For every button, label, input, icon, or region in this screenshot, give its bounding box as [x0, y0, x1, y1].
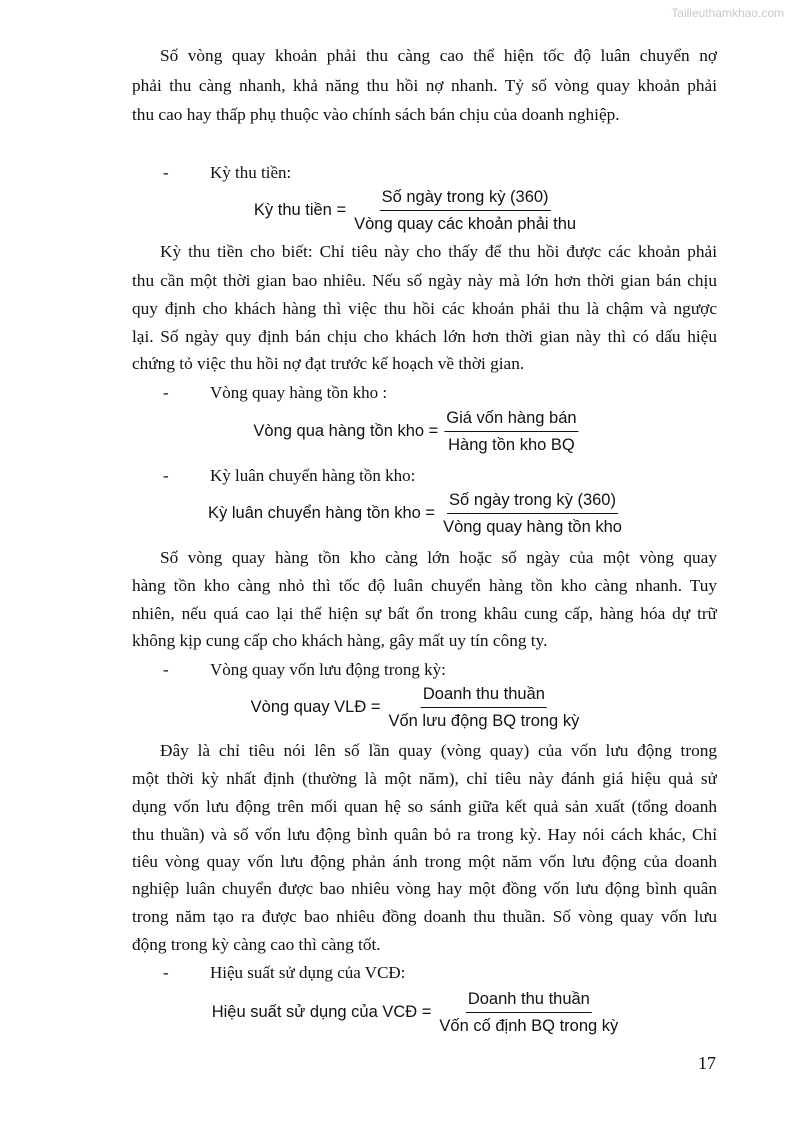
- fraction: [444, 407, 578, 456]
- paragraph-line: nhiên, nếu quá cao lại thể hiện sự bất ổn trong khâu cung cấp, hàng hóa dự trữ: [132, 604, 717, 623]
- formula-label: Vòng quay VLĐ =: [250, 698, 381, 716]
- formula-label: Hiệu suất sử dụng của VCĐ =: [211, 1003, 432, 1021]
- formula-denominator: Vòng quay hàng tồn kho: [443, 518, 622, 536]
- formula: [254, 186, 578, 235]
- paragraph-line: động trong kỳ càng cao thì càng tốt.: [132, 935, 381, 954]
- bullet-heading: Vòng quay vốn lưu động trong kỳ:: [210, 660, 446, 679]
- bullet-dash: -: [163, 383, 169, 402]
- fraction: [352, 186, 578, 235]
- bullet-heading: Kỳ luân chuyển hàng tồn kho:: [210, 466, 416, 485]
- bullet-dash: -: [163, 163, 169, 182]
- paragraph-line: thu cao hay thấp phụ thuộc vào chính sách bán chịu của doanh nghiệp.: [132, 105, 620, 124]
- paragraph-line: chứng tỏ việc thu hồi nợ đạt trước kế hoạch về thời gian.: [132, 354, 525, 373]
- fraction: [441, 489, 624, 538]
- paragraph-line: một thời kỳ nhất định (thường là một năm), chỉ tiêu này đánh giá hiệu quả sử: [132, 769, 717, 788]
- bullet-heading: Hiệu suất sử dụng của VCĐ:: [210, 963, 406, 982]
- formula: [212, 988, 621, 1037]
- paragraph-line: Kỳ thu tiền cho biết: Chỉ tiêu này cho thấy để thu hồi được các khoản phải: [160, 242, 717, 261]
- bullet-dash: -: [163, 963, 169, 982]
- paragraph-line: Số vòng quay khoản phải thu càng cao thể hiện tốc độ luân chuyển nợ: [160, 46, 717, 65]
- paragraph-line: hàng tồn kho càng nhỏ thì tốc độ luân chuyển hàng tồn kho càng nhanh. Tuy: [132, 576, 717, 595]
- formula: [251, 683, 582, 732]
- formula-denominator: Hàng tồn kho BQ: [448, 436, 575, 454]
- paragraph-line: thu thuần) và số vốn lưu động bình quân bỏ ra trong kỳ. Hay nói cách khác, Chỉ: [132, 825, 717, 844]
- bullet-dash: -: [163, 660, 169, 679]
- paragraph-line: nghiệp luân chuyển được bao nhiêu vòng hay một đồng vốn lưu động bình quân: [132, 879, 717, 898]
- formula-label: Kỳ thu tiền =: [253, 201, 347, 219]
- page-number: 17: [698, 1053, 716, 1073]
- formula-label: Vòng qua hàng tồn kho =: [253, 422, 439, 440]
- paragraph-line: Đây là chỉ tiêu nói lên số lần quay (vòng quay) của vốn lưu động trong: [160, 741, 717, 760]
- formula-numerator: Doanh thu thuần: [466, 988, 592, 1013]
- bullet-heading: Kỳ thu tiền:: [210, 163, 292, 182]
- paragraph-line: quy định cho khách hàng thì việc thu hồi các khoản phải thu là chậm và ngược: [132, 299, 717, 318]
- bullet-dash: -: [163, 466, 169, 485]
- paragraph-line: lại. Số ngày quy định bán chịu cho khách lớn hơn thời gian này thì có dấu hiệu: [132, 327, 717, 346]
- bullet-heading: Vòng quay hàng tồn kho :: [210, 383, 388, 402]
- paragraph-line: thu cần một thời gian bao nhiêu. Nếu số ngày này mà lớn hơn thời gian bán chịu: [132, 271, 717, 290]
- formula-numerator: Số ngày trong kỳ (360): [380, 186, 551, 211]
- paragraph-line: Số vòng quay hàng tồn kho càng lớn hoặc số ngày của một vòng quay: [160, 548, 717, 567]
- fraction: [437, 988, 620, 1037]
- formula-label: Kỳ luân chuyển hàng tồn kho =: [208, 504, 436, 522]
- formula-numerator: Doanh thu thuần: [421, 683, 547, 708]
- paragraph-line: trong năm tạo ra được bao nhiêu đồng doanh thu thuần. Số vòng quay vốn lưu: [132, 907, 717, 926]
- paragraph-line: dụng vốn lưu động trên mối quan hệ so sánh giữa kết quả sản xuất (tổng doanh: [132, 797, 717, 816]
- formula-numerator: Giá vốn hàng bán: [444, 407, 578, 432]
- formula: [208, 489, 624, 538]
- paragraph-line: không kịp cung cấp cho khách hàng, gây mất uy tín công ty.: [132, 631, 548, 650]
- formula-denominator: Vòng quay các khoản phải thu: [354, 215, 577, 233]
- formula-denominator: Vốn cố định BQ trong kỳ: [439, 1017, 619, 1035]
- paragraph-line: tiêu vòng quay vốn lưu động phản ánh trong một năm vốn lưu động của doanh: [132, 852, 717, 871]
- paragraph-line: phải thu càng nhanh, khả năng thu hồi nợ nhanh. Tỷ số vòng quay khoản phải: [132, 76, 717, 95]
- formula-denominator: Vốn lưu động BQ trong kỳ: [388, 712, 580, 730]
- watermark: Tailieuthamkhao.com: [671, 6, 784, 20]
- fraction: [386, 683, 581, 732]
- formula: [253, 407, 578, 456]
- formula-numerator: Số ngày trong kỳ (360): [447, 489, 618, 514]
